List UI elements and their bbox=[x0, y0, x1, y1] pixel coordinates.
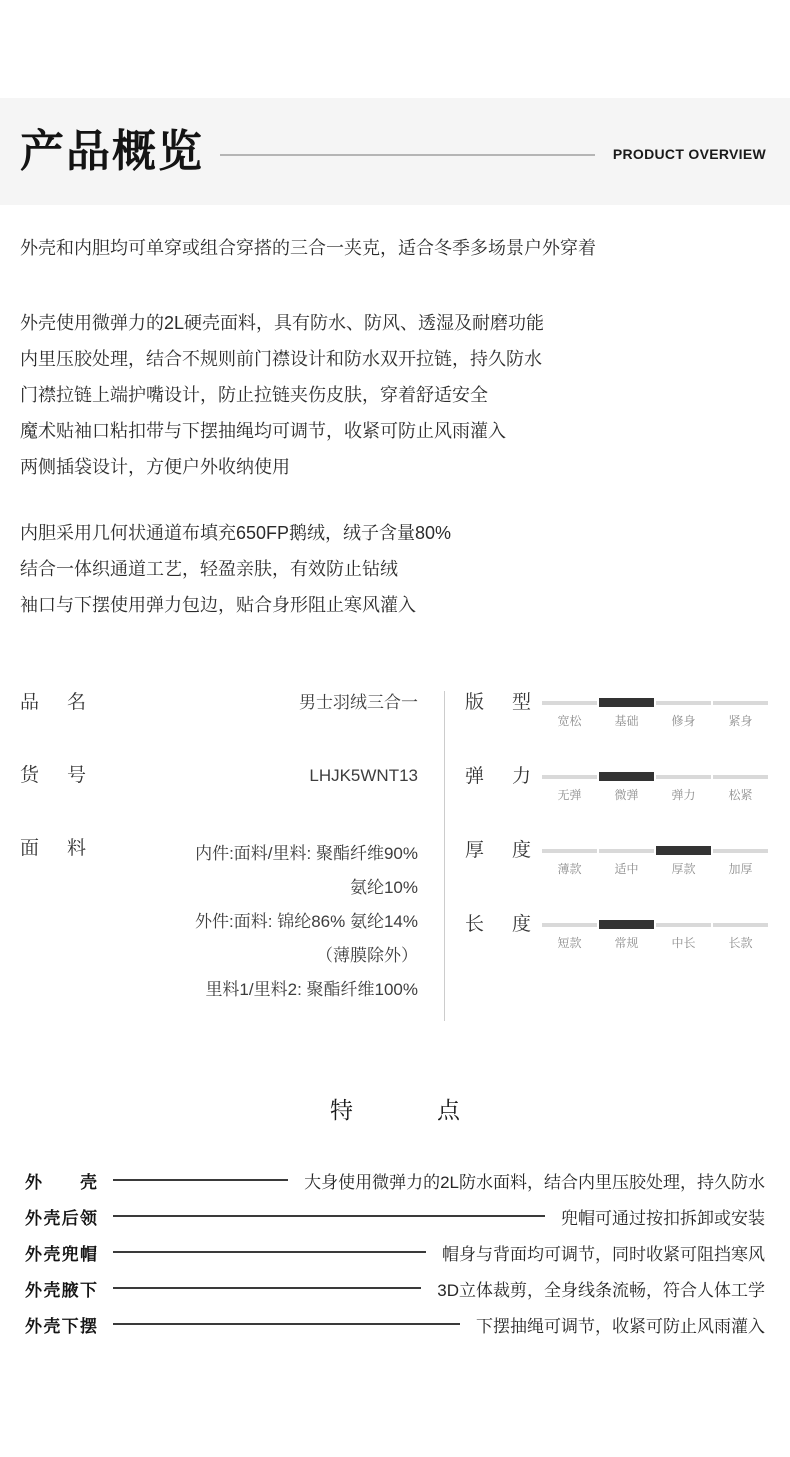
feature-label: 外壳兜帽 bbox=[25, 1244, 97, 1264]
scale-option: 微弹 bbox=[614, 788, 639, 802]
shell-line: 魔术贴袖口粘扣带与下摆抽绳均可调节，收紧可防止风雨灌入 bbox=[20, 421, 506, 441]
scale-option: 修身 bbox=[671, 714, 696, 728]
scale-segment bbox=[656, 701, 711, 705]
shell-line: 内里压胶处理，结合不规则前门襟设计和防水双开拉链，持久防水 bbox=[20, 349, 542, 369]
feature-row-hem bbox=[25, 1312, 765, 1336]
scale-bar bbox=[542, 772, 768, 781]
spec-value: 男士羽绒三合一 bbox=[299, 693, 418, 712]
scale-option: 中长 bbox=[671, 936, 696, 950]
scale-option: 紧身 bbox=[728, 714, 753, 728]
scale-segment bbox=[542, 775, 597, 779]
scale-segment bbox=[656, 846, 711, 855]
feature-label: 外 壳 bbox=[25, 1172, 97, 1192]
scale-segment bbox=[656, 775, 711, 779]
feature-description: 3D立体裁剪，全身线条流畅，符合人体工学 bbox=[437, 1280, 765, 1300]
spec-table bbox=[0, 691, 790, 1021]
header-divider-line bbox=[220, 154, 595, 156]
scale-options bbox=[542, 860, 768, 877]
liner-description-block bbox=[20, 515, 770, 623]
scale-label: 厚 度 bbox=[465, 840, 531, 861]
scale-options bbox=[542, 786, 768, 803]
scale-label: 弹 力 bbox=[465, 766, 531, 787]
fabric-line: （薄膜除外） bbox=[316, 946, 418, 965]
page-title: 产品概览 bbox=[20, 126, 204, 176]
feature-row-shell bbox=[25, 1168, 765, 1192]
spec-table-left-column bbox=[0, 691, 445, 1021]
scale-fit bbox=[465, 691, 768, 729]
scale-body bbox=[542, 913, 768, 951]
liner-line: 内胆采用几何状通道布填充650FP鹅绒，绒子含量80% bbox=[20, 523, 452, 543]
scale-bar bbox=[542, 920, 768, 929]
scale-bar bbox=[542, 698, 768, 707]
scale-options bbox=[542, 712, 768, 729]
spec-row-item-number bbox=[20, 764, 418, 788]
feature-description: 帽身与背面均可调节，同时收紧可阻挡寒风 bbox=[442, 1244, 765, 1264]
section-header bbox=[0, 98, 790, 205]
features-list bbox=[25, 1168, 765, 1375]
scale-body bbox=[542, 691, 768, 729]
liner-line: 结合一体织通道工艺，轻盈亲肤，有效防止钻绒 bbox=[20, 559, 398, 579]
spec-label: 面 料 bbox=[20, 838, 86, 859]
features-title: 特 点 bbox=[330, 1097, 460, 1123]
feature-row-hood bbox=[25, 1240, 765, 1264]
scale-bar bbox=[542, 846, 768, 855]
page-subtitle-en: PRODUCT OVERVIEW bbox=[612, 145, 766, 162]
shell-description-block bbox=[20, 305, 770, 485]
feature-connector-line bbox=[113, 1179, 288, 1181]
shell-line: 两侧插袋设计，方便户外收纳使用 bbox=[20, 457, 290, 477]
scale-option: 短款 bbox=[557, 936, 582, 950]
scale-body bbox=[542, 839, 768, 877]
scale-label: 版 型 bbox=[465, 692, 531, 713]
feature-description: 兜帽可通过按扣拆卸或安装 bbox=[561, 1208, 765, 1228]
scale-segment bbox=[713, 849, 768, 853]
scale-segment bbox=[656, 923, 711, 927]
feature-connector-line bbox=[113, 1215, 545, 1217]
spec-value-fabric bbox=[86, 837, 418, 1007]
liner-line: 袖口与下摆使用弹力包边，贴合身形阻止寒风灌入 bbox=[20, 595, 416, 615]
scale-length bbox=[465, 913, 768, 951]
spec-label: 品 名 bbox=[20, 692, 86, 713]
feature-row-collar bbox=[25, 1204, 765, 1228]
scale-options bbox=[542, 934, 768, 951]
feature-connector-line bbox=[113, 1323, 460, 1325]
scale-segment bbox=[599, 772, 654, 781]
scale-segment bbox=[599, 849, 654, 853]
scale-segment bbox=[599, 920, 654, 929]
feature-connector-line bbox=[113, 1287, 421, 1289]
scale-segment bbox=[542, 701, 597, 705]
scale-option: 松紧 bbox=[728, 788, 753, 802]
scale-segment bbox=[542, 849, 597, 853]
fabric-line: 里料1/里料2: 聚酯纤维100% bbox=[205, 980, 418, 999]
shell-line: 外壳使用微弹力的2L硬壳面料，具有防水、防风、透湿及耐磨功能 bbox=[20, 313, 545, 333]
scale-option: 宽松 bbox=[557, 714, 582, 728]
scale-option: 无弹 bbox=[557, 788, 582, 802]
scale-option: 加厚 bbox=[728, 862, 753, 876]
scale-segment bbox=[542, 923, 597, 927]
intro-text: 外壳和内胆均可单穿或组合穿搭的三合一夹克，适合冬季多场景户外穿着 bbox=[20, 238, 596, 258]
feature-connector-line bbox=[113, 1251, 426, 1253]
spec-value: LHJK5WNT13 bbox=[309, 766, 418, 785]
fabric-line: 外件:面料: 锦纶86% 氨纶14% bbox=[195, 912, 418, 931]
feature-description: 大身使用微弹力的2L防水面料，结合内里压胶处理，持久防水 bbox=[304, 1172, 765, 1192]
shell-line: 门襟拉链上端护嘴设计，防止拉链夹伤皮肤，穿着舒适安全 bbox=[20, 385, 488, 405]
scale-option: 长款 bbox=[728, 936, 753, 950]
feature-label: 外壳腋下 bbox=[25, 1280, 97, 1300]
scale-option: 适中 bbox=[614, 862, 639, 876]
scale-segment bbox=[713, 923, 768, 927]
scale-option: 弹力 bbox=[671, 788, 696, 802]
spec-row-fabric bbox=[20, 837, 418, 1007]
spec-table-right-column bbox=[445, 691, 790, 1021]
spec-row-product-name bbox=[20, 691, 418, 715]
feature-label: 外壳下摆 bbox=[25, 1316, 97, 1336]
scale-option: 薄款 bbox=[557, 862, 582, 876]
feature-row-underarm bbox=[25, 1276, 765, 1300]
spec-label: 货 号 bbox=[20, 765, 86, 786]
scale-body bbox=[542, 765, 768, 803]
scale-thickness bbox=[465, 839, 768, 877]
scale-segment bbox=[713, 775, 768, 779]
scale-elasticity bbox=[465, 765, 768, 803]
fabric-line: 内件:面料/里料: 聚酯纤维90% bbox=[195, 844, 418, 863]
scale-segment bbox=[713, 701, 768, 705]
feature-label: 外壳后领 bbox=[25, 1208, 97, 1228]
feature-description: 下摆抽绳可调节，收紧可防止风雨灌入 bbox=[476, 1316, 765, 1336]
scale-option: 基础 bbox=[614, 714, 639, 728]
scale-option: 常规 bbox=[614, 936, 639, 950]
fabric-line: 氨纶10% bbox=[349, 878, 418, 897]
scale-label: 长 度 bbox=[465, 914, 531, 935]
scale-segment bbox=[599, 698, 654, 707]
product-overview-page bbox=[0, 98, 790, 1375]
scale-option: 厚款 bbox=[671, 862, 696, 876]
